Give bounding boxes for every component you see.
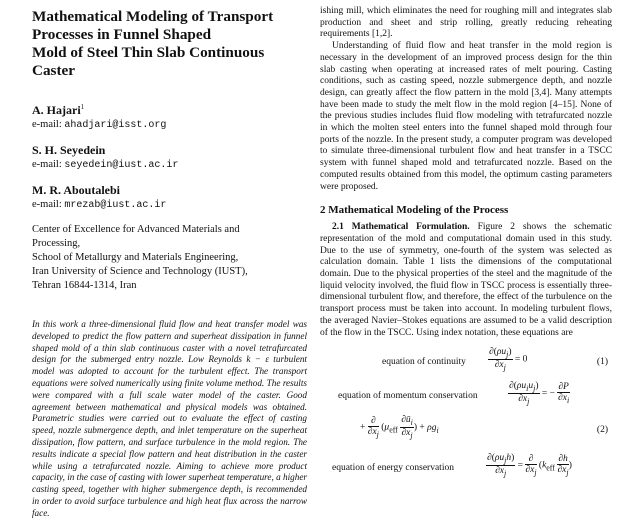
equation-momentum (320, 379, 612, 413)
equation-label: equation of continuity (382, 357, 466, 368)
subsection-heading: 2.1 Mathematical Formulation. (332, 222, 470, 233)
affiliation: Center of Excellence for Advanced Materials and Processing, School of Metallurgy and Materials Engineering, Iran University of Science and Technology (IUST), Tehran 16844-1314, Iran (32, 224, 248, 291)
title-line: Mold of Steel Thin Slab Continuous (32, 44, 265, 61)
equation-continuity (320, 345, 612, 379)
author-footnote-marker: 1 (80, 103, 85, 111)
equation-body: $\frac{\partial(\rho u_jh)}{\partial x_j}$ = $\frac{\partial}{\partial x_j}$ ($k_{eff}$ $\frac{\partial h}{\partial x_j}$ ) (487, 453, 572, 479)
author-email: e-mail: ahadjari@isst.org (32, 119, 167, 131)
equation-body: + $\frac{\partial}{\partial x_j}$ ($\mu_{eff}$ $\frac{\partial ū_i}{\partial x_j}$ ) + $\rho g_i$ (360, 415, 439, 441)
paper-title (32, 8, 307, 80)
equation-body: $\frac{\partial(\rho u_j)}{\partial x_j}$ = 0 (489, 347, 528, 373)
title-line: Processes in Funnel Shaped (32, 26, 212, 43)
equation-momentum-continued (320, 413, 612, 447)
author-email: e-mail: mrezab@iust.ac.ir (32, 199, 167, 211)
equation-label: equation of energy conservation (332, 463, 454, 474)
abstract: In this work a three-dimensional fluid flow and heat transfer model was developed to predict the flow pattern and superheat dissipation in funnel shaped mold of a thin slab continuous caster with a novel tetrafurcated design for the submerged entry nozzle. Low Reynolds k − ε turbulent model was adopted to account for the turbulent effect. The transport equations were solved numerically using finite volume method. The results were compared with a full scale water model of the caster. Good agreement between mathematical and physical models was obtained. Parametric studies were carried out to evaluate the effect of casting speed, nozzle submergence depth, and inlet temperature on the superheat dissipation, flow pattern, and surface turbulence in the mold region. The results indicate a special flow pattern and heat distribution in the caster while using a tetrafurcated nozzle. Aiming to achieve more product capacity, in the case of casting with lower superheat temperature, a higher casting speed, together with higher submergence depth, is recommended in order to avoid surface turbulence and high heat flux across the narrow face. (32, 319, 307, 518)
title-line: Mathematical Modeling of Transport (32, 8, 274, 25)
right-column (320, 6, 612, 485)
email-link[interactable]: seyedein@iust.ac.ir (64, 160, 179, 171)
equation-body: $\frac{\partial(\rho u_iu_j)}{\partial x_j}$ = − $\frac{\partial P}{\partial x_i}$ (509, 381, 570, 407)
author-block (32, 100, 307, 212)
equation-number: (2) (596, 425, 608, 436)
title-line: Caster (32, 62, 76, 79)
author-name: M. R. Aboutalebi (32, 183, 121, 197)
equation-energy (320, 451, 612, 485)
author-name: S. H. Seyedein (32, 143, 106, 157)
author-email: e-mail: seyedein@iust.ac.ir (32, 159, 179, 171)
email-link[interactable]: ahadjari@isst.org (64, 120, 167, 131)
intro-continuation: ishing mill, which eliminates the need for roughing mill and integrates slab production and sheet and strip rolling, greatly reducing reheating requirements [1,2]. (320, 6, 612, 40)
intro-paragraph: Understanding of fluid flow and heat transfer in the mold region is necessary in the development of an improved process design for the thin slab casting when operating at increased rates of melt pouring. Casting conditions, such as casting speed, nozzle submergence depth, and nozzle design, can greatly affect the flow pattern in the mold [3,4]. Many attempts have been made to study the melt flow in the mold region [4–15]. None of the previous studies includes fluid flow modeling with tetrafurcated nozzle in which the molten steel enters into the funnel shaped mold through four ports of the nozzle. In the present study, a computer program was developed to simulate three-dimensional turbulent flow and heat transfer in a TSCC system with funnel shaped mold and tetrafurcated nozzle. Based on the computed results obtained from this model, the optimum casting parameters were proposed. (320, 41, 612, 192)
equation-number: (1) (596, 357, 608, 368)
equation-label: equation of momentum conservation (338, 391, 478, 402)
subsection-paragraph: 2.1 Mathematical Formulation. Figure 2 shows the schematic representation of the mold and computational domain used in this study. Due to the use of symmetry, one-fourth of the system was selected as calculation domain. Table 1 lists the dimensions of the computational domain. Due to the physical properties of the steel and the magnitude of the liquid velocity involved, the fluid flow in TSCC process is essentially three-dimensional turbulent flow, and therefore, the effect of the turbulence on the transport process must be taken into account. In modeling turbulent flows, the averaged Navier–Stokes equations are assumed to be a valid description of the flow in the TSCC. Using index notation, these equations are (320, 222, 612, 338)
email-link[interactable]: mrezab@iust.ac.ir (64, 200, 167, 211)
author-name: A. Hajari$^1$ (32, 103, 85, 117)
section-heading: 2 Mathematical Modeling of the Process (320, 204, 509, 217)
left-column (32, 8, 307, 520)
